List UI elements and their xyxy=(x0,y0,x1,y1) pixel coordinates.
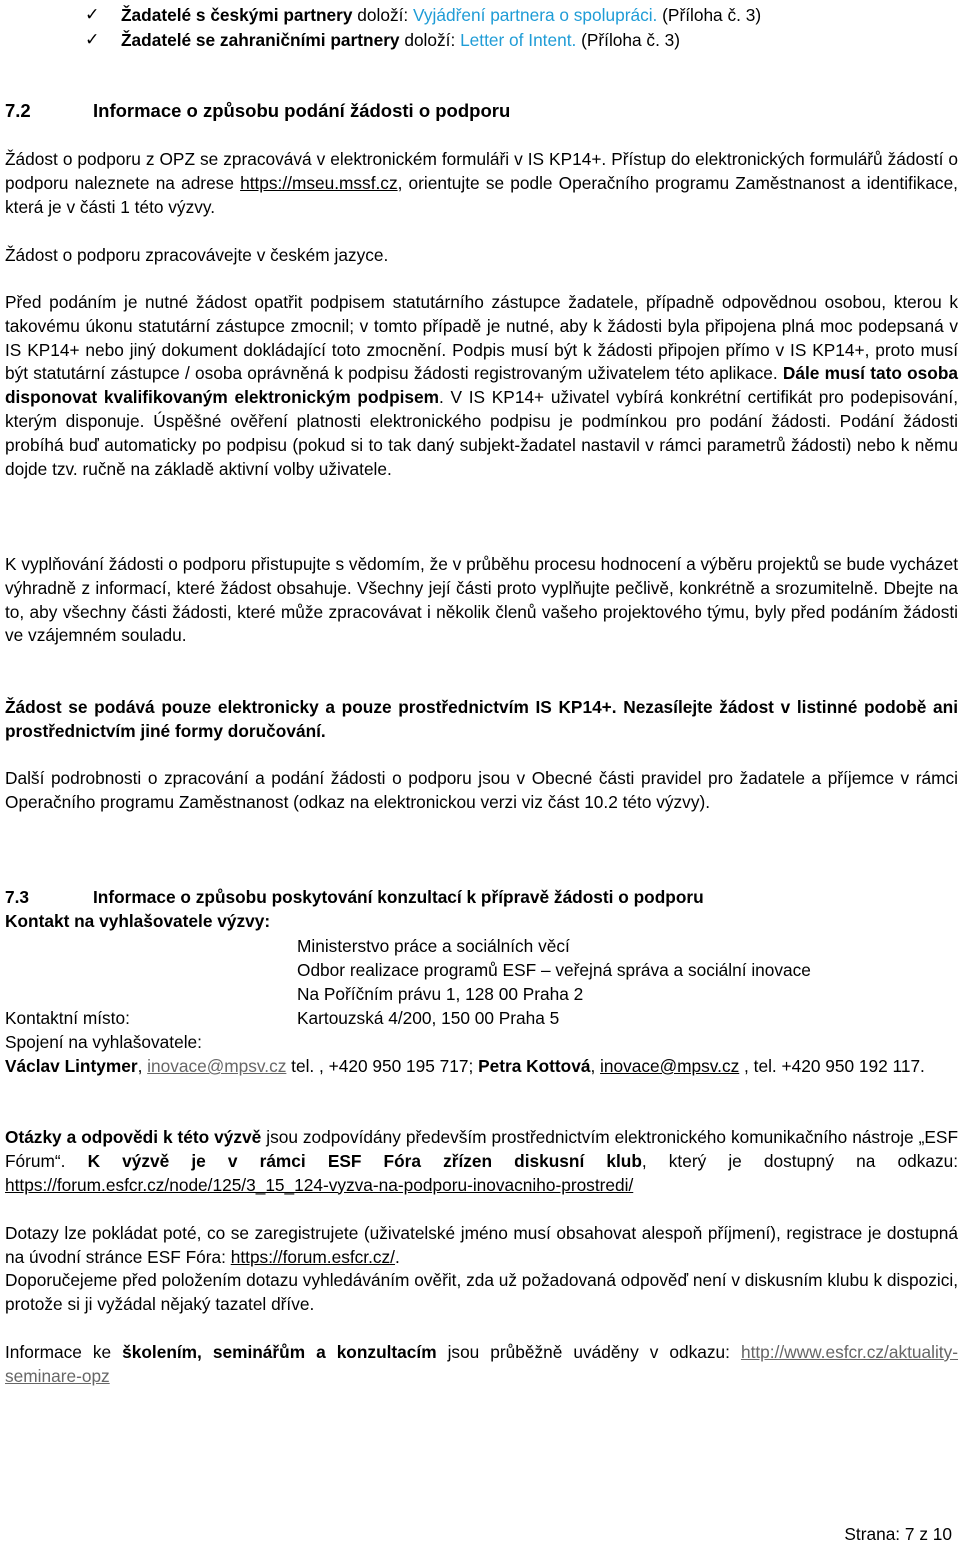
paragraph: Doporučejeme před položením dotazu vyhledáváním ověřit, zda už požadovaná odpověď není v diskusním klubu k dispozici, protože si ji vyžádal nějaký tazatel dříve. xyxy=(5,1270,958,1314)
hyperlink[interactable]: Vyjádření partnera o spolupráci. xyxy=(413,5,658,25)
contact-place-value: Kartouzská 4/200, 150 00 Praha 5 xyxy=(297,1008,560,1028)
forum-home-link[interactable]: https://forum.esfcr.cz/ xyxy=(230,1246,395,1267)
contact-persons: Václav Lintymer, inovace@mpsv.cz tel. , +420 950 195 717; Petra Kottová, inovace@mpsv.cz , tel. +420 950 192 117. xyxy=(5,1056,925,1076)
address-line: Ministerstvo práce a sociálních věcí xyxy=(297,936,570,956)
connection-label: Spojení na vyhlašovatele: xyxy=(5,1032,202,1052)
paragraph: Otázky a odpovědi k této výzvě jsou zodpovídány především prostřednictvím elektronického komunikačního nástroje „ESF Fórum“. K výzvě je v rámci ESF Fóra zřízen diskusní klub, který je dostupný na odkazu: https://forum.esfcr.cz/node/125/3_15_124-vyzva-na-podporu-inovacniho-prostredi/ xyxy=(5,1127,958,1195)
contact-place-label: Kontaktní místo: xyxy=(5,1008,130,1028)
paragraph: Žádost o podporu z OPZ se zpracovává v elektronickém formuláři v IS KP14+. Přístup do elektronických formulářů žádostí o podporu naleznete na adrese https://mseu.mssf.cz, orientujte se podle Operačního programu Zaměstnanost a identifikace, která je v části 1 této výzvy. xyxy=(5,149,958,217)
email-link[interactable]: inovace@mpsv.cz xyxy=(147,1056,287,1076)
email-link[interactable]: inovace@mpsv.cz xyxy=(600,1056,740,1076)
checkmark-icon: ✓ xyxy=(85,5,100,25)
address-line: Na Poříčním právu 1, 128 00 Praha 2 xyxy=(297,984,584,1004)
hyperlink[interactable]: https://mseu.mssf.cz xyxy=(240,172,398,193)
contact-heading: Kontakt na vyhlašovatele výzvy: xyxy=(5,911,271,931)
page-number: Strana: 7 z 10 xyxy=(844,1524,952,1544)
paragraph: Další podrobnosti o zpracování a podání žádosti o podporu jsou v Obecné části pravidel pro žadatele a příjemce v rámci Operačního programu Zaměstnanost (odkaz na elektronickou verzi viz část 10.2 této výzvy). xyxy=(5,768,958,812)
hyperlink[interactable]: Letter of Intent. xyxy=(460,30,577,50)
paragraph-bold: Žádost se podává pouze elektronicky a pouze prostřednictvím IS KP14+. Nezasílejte žádost v listinné podobě ani prostřednictvím jiné formy doručování. xyxy=(5,697,958,741)
paragraph: Žádost o podporu zpracovávejte v českém jazyce. xyxy=(5,245,389,265)
checkmark-icon: ✓ xyxy=(85,30,100,50)
paragraph: Informace ke školením, seminářům a konzultacím jsou průběžně uváděny v odkazu: http://www.esfcr.cz/aktuality-seminare-opz xyxy=(5,1342,958,1386)
seminars-link[interactable]: http://www.esfcr.cz/aktuality-seminare-opz xyxy=(5,1342,958,1386)
paragraph: Dotazy lze pokládat poté, co se zaregistrujete (uživatelské jméno musí obsahovat alespoň příjmení), registrace je dostupná na úvodní stránce ESF Fóra: https://forum.esfcr.cz/. xyxy=(5,1223,958,1267)
address-line: Odbor realizace programů ESF – veřejná správa a sociální inovace xyxy=(297,960,811,980)
paragraph: Před podáním je nutné žádost opatřit podpisem statutárního zástupce žadatele, případně odpovědnou osobou, kterou k takovému úkonu statutární zástupce zmocnil; v tomto případě je nutné, aby k žádosti byla připojena plná moc podepsaná v IS KP14+ nebo jiný dokument dokládající toto zmocnění. Podpis musí být k žádosti připojen přímo v IS KP14+, proto musí být statutární zástupce / osoba oprávněná k podpisu žádosti registrovaným uživatelem této aplikace. Dále musí tato osoba disponovat kvalifikovaným elektronickým podpisem. V IS KP14+ uživatel vybírá konkrétní certifikát pro podepisování, kterým disponuje. Úspěšné ověření platnosti elektronického podpisu je podmínkou pro podání žádosti. Podání žádosti probíhá buď automaticky po podpisu (pokud si to tak daný subjekt-žadatel nastavil v rámci parametrů žádosti) nebo k němu dojde tzv. ručně na základě aktivní volby uživatele. xyxy=(5,292,959,479)
paragraph: K vyplňování žádosti o podporu přistupujte s vědomím, že v průběhu procesu hodnocení a výběru projektů se bude vycházet výhradně z informací, které žádost obsahuje. Všechny její části proto vyplňujte pečlivě, konkrétně a srozumitelně. Dbejte na to, aby všechny části žádosti, které může zpracovávat i několik členů vašeho projektového týmu, byly před podáním žádosti ve vzájemném souladu. xyxy=(5,554,958,646)
forum-link[interactable]: https://forum.esfcr.cz/node/125/3_15_124-vyzva-na-podporu-inovacniho-prostredi/ xyxy=(5,1174,634,1195)
